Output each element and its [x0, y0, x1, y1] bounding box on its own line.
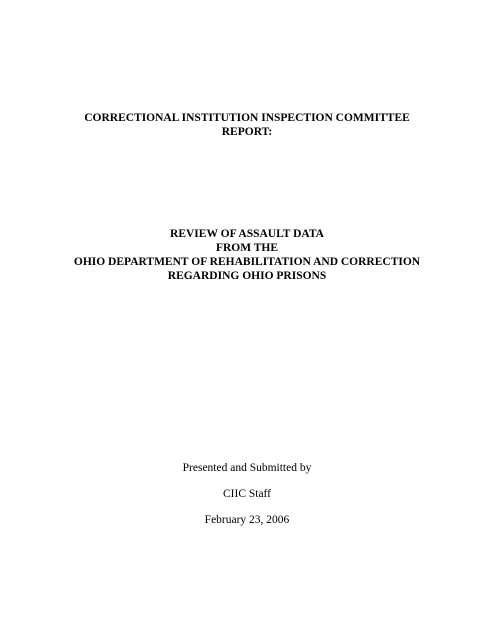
review-title	[0, 227, 494, 283]
review-title-line-2: FROM THE	[215, 242, 279, 254]
report-label: REPORT:	[221, 126, 273, 138]
committee-name: CORRECTIONAL INSTITUTION INSPECTION COMMITTEE	[84, 112, 410, 124]
review-title-line-1: REVIEW OF ASSAULT DATA	[170, 228, 324, 240]
presented-by-text: Presented and Submitted by	[182, 462, 312, 474]
staff-credit	[0, 487, 494, 501]
date-text: February 23, 2006	[204, 514, 290, 526]
report-date	[0, 513, 494, 527]
staff-text: CIIC Staff	[222, 488, 272, 500]
report-header	[0, 111, 494, 139]
review-title-line-4: REGARDING OHIO PRISONS	[167, 270, 327, 282]
presented-by	[0, 461, 494, 475]
review-title-line-3: OHIO DEPARTMENT OF REHABILITATION AND CORRECTION	[73, 256, 421, 268]
